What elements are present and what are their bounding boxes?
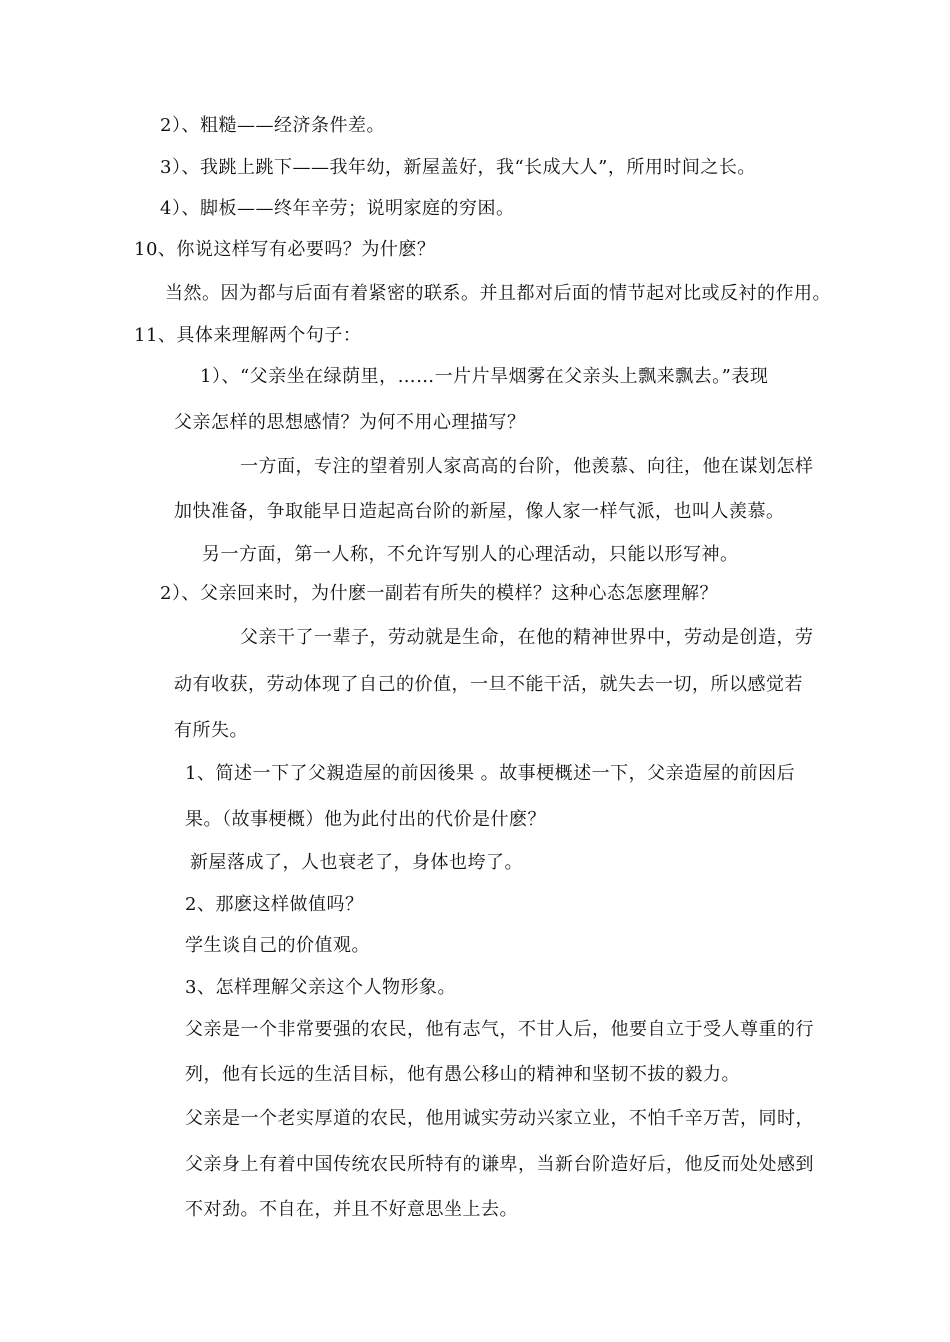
text-line: 动有收获，劳动体现了自己的价值，一旦不能干活，就失去一切，所以感觉若 — [174, 674, 803, 695]
text-line: 一方面，专注的望着别人家高高的台阶，他羡慕、向往，他在谋划怎样 — [240, 456, 814, 477]
text-line: 2）、粗糙——经济条件差。 — [160, 115, 385, 136]
text-line: 4）、脚板——终年辛劳；说明家庭的穷困。 — [160, 198, 515, 219]
text-line: 父亲是一个非常要强的农民，他有志气，不甘人后，他要自立于受人尊重的行 — [185, 1019, 814, 1040]
text-line: 2）、父亲回来时，为什麽一副若有所失的模样？这种心态怎麽理解？ — [160, 583, 718, 604]
text-line: 父亲是一个老实厚道的农民，他用诚实劳动兴家立业，不怕千辛万苦，同时， — [185, 1108, 814, 1129]
text-line: 新屋落成了，人也衰老了，身体也垮了。 — [190, 852, 523, 873]
text-line: 有所失。 — [174, 720, 248, 741]
text-line: 3）、我跳上跳下——我年幼，新屋盖好，我“长成大人”，所用时间之长。 — [160, 157, 756, 178]
text-line: 10、你说这样写有必要吗？为什麽？ — [134, 239, 436, 260]
text-line: 3、怎样理解父亲这个人物形象。 — [185, 977, 456, 998]
text-line: 列，他有长远的生活目标，他有愚公移山的精神和坚韧不拔的毅力。 — [185, 1064, 740, 1085]
text-line: 父亲怎样的思想感情？为何不用心理描写？ — [174, 412, 526, 433]
text-line: 11、具体来理解两个句子： — [134, 325, 362, 346]
text-line: 学生谈自己的价值观。 — [185, 935, 370, 956]
text-line: 加快准备，争取能早日造起高台阶的新屋，像人家一样气派，也叫人羡慕。 — [174, 501, 785, 522]
text-line: 果。（故事梗概）他为此付出的代价是什麽？ — [185, 809, 546, 830]
text-line: 1、简述一下了父親造屋的前因後果 。故事梗概述一下，父亲造屋的前因后 — [185, 763, 796, 784]
text-line: 2、那麽这样做值吗？ — [185, 894, 364, 915]
text-line: 另一方面，第一人称，不允许写别人的心理活动，只能以形写神。 — [202, 544, 739, 565]
text-line: 父亲身上有着中国传统农民所特有的谦卑，当新台阶造好后，他反而处处感到 — [185, 1154, 814, 1175]
text-line: 父亲干了一辈子，劳动就是生命，在他的精神世界中，劳动是创造，劳 — [240, 627, 814, 648]
text-line: 1）、“父亲坐在绿荫里，……一片片旱烟雾在父亲头上飘来飘去。”表现 — [200, 366, 769, 387]
text-line: 当然。因为都与后面有着紧密的联系。并且都对后面的情节起对比或反衬的作用。 — [165, 283, 831, 304]
text-line: 不对劲。不自在，并且不好意思坐上去。 — [185, 1199, 518, 1220]
